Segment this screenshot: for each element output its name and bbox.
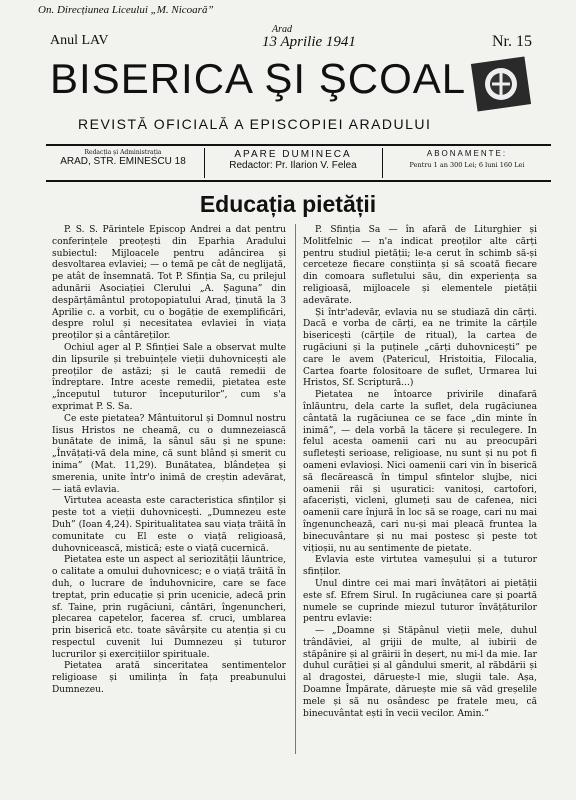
paragraph: Ochiul ager al P. Sfinției Sale a observat multe din lipsurile și trebuințele vieții duhovnicești ale preoților de astăzi; și le caută remedii de îndreptare. Intre aceste remedii, pietatea este „începutul tuturor începuturilor”, cum s'a exprimat P. S. Sa. <box>52 342 286 412</box>
column-divider <box>295 224 296 754</box>
paragraph: Pietatea este un aspect al seriozității lăuntrice, o calitate a omului duhovnicesc; e o viață trăită în duh, o lucrare de înduhovnicire, care se face treptat, prin educație și prin ucenicie, adecă prin sf. Taine, prin rugăciuni, cântări, îngenuncheri, plecarea capetelor, facerea sf. cruci, umblarea prin biserică etc. toate săvârșite cu atenția și cu respectul cuvenit lui Dumnezeu și tuturor lucrurilor și exercițiilor spirituale. <box>52 555 286 660</box>
volume-label: Anul LAV <box>50 33 109 48</box>
archive-stamp-city: Arad <box>272 24 292 35</box>
issue-date: 13 Aprilie 1941 <box>262 34 356 50</box>
paragraph: P. S. S. Părintele Episcop Andrei a dat pentru conferințele preoțești din Eparhia Aradului subiectul: Mijloacele pentru adâncirea și desvoltarea evlaviei; — o temă pe cât de neglijată, pe atât de însemnată. Tot P. Sfinția Sa, cu prilejul adunării Asociației Clerului „A. Șaguna” din despărțământul protopopiatului Arad, ținută la 3 Aprilie c. a vorbit, cu o bogăție de exemplificări, despre rolul și necesitatea evlaviei în viața preoților și a cântăreților. <box>52 225 286 342</box>
masthead-title: BISERICA ŞI ŞCOAL <box>50 55 467 102</box>
info-bar <box>46 144 551 182</box>
divider <box>204 148 205 178</box>
divider <box>382 148 383 178</box>
archive-stamp: On. Direcțiunea Liceului „M. Nicoară” <box>38 4 214 16</box>
paragraph: P. Sfinția Sa — în afară de Liturghier și Molitfelnic — n'a indicat preoților alte cărți pentru studiul pietății; le-a cerut în schimb să-și cerceteze fiecare conștiința și să scoată fiecare din comoara sufletului său, din experiența sa religioasă, mijloacele și elementele pietății adevărate. <box>303 225 537 306</box>
paragraph: — „Doamne și Stăpânul vieții mele, duhul trândăviei, al grijii de multe, al iubirii de stăpânire și al grăirii în deșert, nu mi-l da mie. Iar duhul curăției și al gândului smerit, al răbdării și al dragostei, dăruește-l mie, slugii tale. Așa, Doamne Împărate, dăruește mie să văd greșelile mele și să nu osândesc pe fratele meu, că binecuvântat ești în vecii vecilor. Amin.” <box>303 626 537 719</box>
masthead-subtitle: REVISTĂ OFICIALĂ A EPISCOPIEI ARADULUI <box>78 116 432 132</box>
emblem-seal-icon <box>470 54 532 114</box>
office-label: Redacția și Administrația <box>84 149 162 156</box>
article-right-column <box>303 225 537 720</box>
paragraph: Pietatea ne întoarce privirile dinafară înlăuntru, dela carte la suflet, dela rugăciunea cântată la rugăciunea ce se face „din minte în inimă”, — dela vorbă la tăcere și reculegere. In felul acesta oamenii cari nu au preocupări sufletești serioase, religioase, nu sunt și nu pot fi oameni evlavioși. Nici oamenii cari vin în biserică să flecărească în timpul sfintelor slujbe, nici oamenii răi și ușuratici: vanitoși, cartofori, afaceriști, vicleni, glumeți sau de cafenea, nici oamenii care înjură în loc să se roage, cari nu mai îngenunchează, cari nu-și mai pleacă fruntea la binecuvântare și nu mai postesc și peste tot vițioșii, nu au sentimente de pietate. <box>303 390 537 554</box>
editor-name: Redactor: Pr. Ilarion V. Felea <box>229 160 357 171</box>
office-block <box>48 149 198 167</box>
appears-label: APARE DUMINECA <box>234 149 352 160</box>
paragraph: Pietatea arată sinceritatea sentimentelor religioase și umilința în fața preabunului Dumnezeu. <box>52 661 286 696</box>
subscription-block <box>386 149 548 169</box>
paragraph: Evlavia este virtutea vameșului și a tuturor sfinților. <box>303 555 537 578</box>
subscription-label: ABONAMENTE: <box>426 149 508 158</box>
office-address: ARAD, STR. EMINESCU 18 <box>60 156 186 167</box>
article-left-column <box>52 225 286 697</box>
paragraph: Și într'adevăr, evlavia nu se studiază din cărți. Dacă e vorba de cărți, ea ne trimite la cărțile bisericești (cărțile de ritual), la cartea de rugăciuni și la puținele „cărți duhovnicești” pe care le avem (Patericul, Hristoitia, Filocalia, Cartea foarte folositoare de suflet, Urmarea lui Hristos, Sf. Scriptură...) <box>303 307 537 389</box>
paragraph: Unul dintre cei mai mari învățători ai pietății este sf. Efrem Sirul. In rugăciunea care și poartă numele se cuprinde miezul tuturor învățăturilor pentru evlavie: <box>303 578 537 625</box>
subscription-text: Pentru 1 an 300 Lei; 6 luni 160 Lei <box>409 161 525 169</box>
paragraph: Virtutea aceasta este caracteristica sfinților și peste tot a vieții duhovnicești. „Dumnezeu este Duh” (Ioan 4,24). Spiritualitatea sau viața trăită în comunitate cu El este o viață religioasă, duhovnicească, mistică; este o viață cucernică. <box>52 496 286 554</box>
article-title: Educația pietății <box>199 191 377 217</box>
editor-block <box>208 149 378 171</box>
issue-number: Nr. 15 <box>492 33 532 50</box>
paragraph: Ce este pietatea? Mântuitorul și Domnul nostru Iisus Hristos ne cheamă, cu o dumnezeiască bunătate de inimă, la sânul său și ne spune: „Învățați-vă dela mine, că sunt blând și smerit cu inima” (Mat. 11,29). Bunătatea, blândețea și smerenia, unite într'o inimă de creștin adevărat, — iată evlavia. <box>52 413 286 495</box>
